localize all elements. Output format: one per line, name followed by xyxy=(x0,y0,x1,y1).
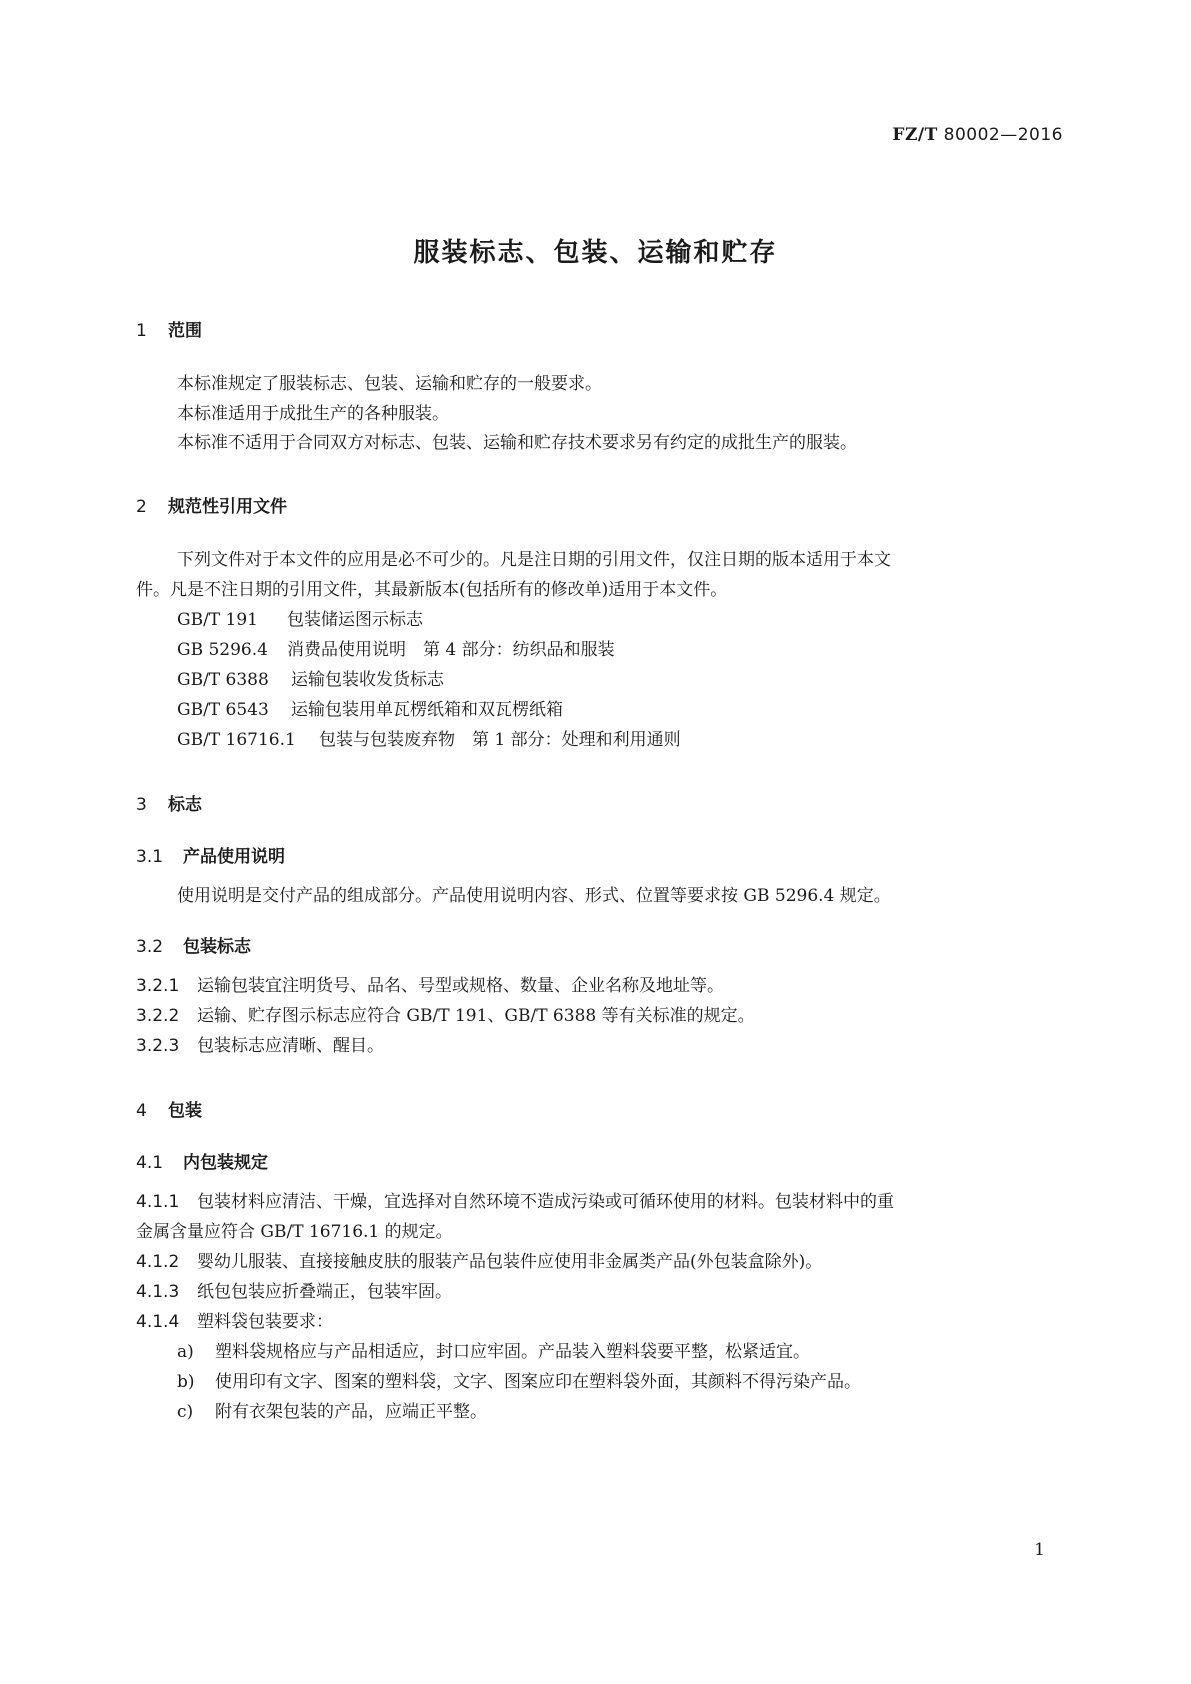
list-marker: b) xyxy=(177,1372,195,1392)
list-item xyxy=(177,1366,861,1398)
reference-title: 包装储运图示标志 xyxy=(287,610,423,630)
clause-text: 婴幼儿服装、直接接触皮肤的服装产品包装件应使用非金属类产品(外包装盒除外)。 xyxy=(197,1252,823,1272)
clause-text: 包装标志应清晰、醒目。 xyxy=(197,1036,384,1056)
list-marker: a) xyxy=(177,1342,194,1362)
clause-item xyxy=(136,1276,452,1308)
clause-item xyxy=(136,1306,333,1338)
section-number: 1 xyxy=(136,321,147,341)
section-title: 规范性引用文件 xyxy=(168,497,287,517)
section-title: 内包装规定 xyxy=(183,1153,268,1173)
section-title: 产品使用说明 xyxy=(183,847,285,867)
page-number: 1 xyxy=(1034,1540,1045,1560)
clause-number: 4.1.2 xyxy=(136,1252,180,1272)
clause-number: 4.1.3 xyxy=(136,1282,180,1302)
reference-title: 包装与包装废弃物 第 1 部分：处理和利用通则 xyxy=(319,730,681,750)
list-marker: c) xyxy=(177,1402,194,1422)
reference-item xyxy=(177,724,681,756)
section-title: 标志 xyxy=(168,795,202,815)
scope-paragraph-2: 本标准适用于成批生产的各种服装。 xyxy=(177,404,449,424)
section-heading-marking xyxy=(136,790,202,815)
reference-code: GB 5296.4 xyxy=(177,640,268,660)
subsection-heading-inner-packaging xyxy=(136,1148,268,1173)
section-number: 2 xyxy=(136,497,147,517)
reference-item xyxy=(177,634,615,666)
section-number: 3 xyxy=(136,795,147,815)
clause-number: 3.2.1 xyxy=(136,976,180,996)
clause-item xyxy=(136,1186,894,1218)
reference-code: GB/T 6388 xyxy=(177,670,269,690)
standard-number: 80002—2016 xyxy=(943,125,1063,145)
reference-item xyxy=(177,694,563,726)
section-title: 包装标志 xyxy=(183,937,251,957)
reference-title: 运输包装用单瓦楞纸箱和双瓦楞纸箱 xyxy=(291,700,563,720)
clause-item xyxy=(136,1000,755,1032)
clause-item xyxy=(136,1246,822,1278)
section-number: 4.1 xyxy=(136,1153,164,1173)
scope-paragraph-3: 本标准不适用于合同双方对标志、包装、运输和贮存技术要求另有约定的成批生产的服装。 xyxy=(177,433,857,453)
clause-number: 4.1.4 xyxy=(136,1312,180,1332)
standard-code xyxy=(892,125,1063,145)
clause-item xyxy=(136,970,724,1002)
section-number: 3.2 xyxy=(136,937,164,957)
subsection-heading-instructions xyxy=(136,842,285,867)
reference-code: GB/T 16716.1 xyxy=(177,730,296,750)
reference-code: GB/T 6543 xyxy=(177,700,269,720)
clause-text: 包装材料应清洁、干燥，宜选择对自然环境不造成污染或可循环使用的材料。包装材料中的重 xyxy=(197,1192,894,1212)
section-number: 3.1 xyxy=(136,847,164,867)
reference-title: 运输包装收发货标志 xyxy=(291,670,444,690)
clause-text: 塑料袋包装要求： xyxy=(197,1312,333,1332)
normative-intro-line-2: 件。凡是不注日期的引用文件，其最新版本(包括所有的修改单)适用于本文件。 xyxy=(136,580,728,600)
reference-item xyxy=(177,664,444,696)
clause-number: 3.2.3 xyxy=(136,1036,180,1056)
section-number: 4 xyxy=(136,1101,147,1121)
reference-title: 消费品使用说明 第 4 部分：纺织品和服装 xyxy=(287,640,615,660)
instructions-paragraph: 使用说明是交付产品的组成部分。产品使用说明内容、形式、位置等要求按 GB 5296.4 规定。 xyxy=(177,886,891,906)
subsection-heading-package-marking xyxy=(136,932,251,957)
section-heading-packaging xyxy=(136,1096,202,1121)
list-item xyxy=(177,1336,810,1368)
clause-item xyxy=(136,1030,384,1062)
list-text: 塑料袋规格应与产品相适应，封口应牢固。产品装入塑料袋要平整，松紧适宜。 xyxy=(215,1342,810,1362)
clause-text-continuation: 金属含量应符合 GB/T 16716.1 的规定。 xyxy=(136,1222,453,1242)
clause-number: 4.1.1 xyxy=(136,1192,180,1212)
normative-intro-line-1: 下列文件对于本文件的应用是必不可少的。凡是注日期的引用文件，仅注日期的版本适用于本文 xyxy=(177,550,891,570)
clause-number: 3.2.2 xyxy=(136,1006,180,1026)
list-text: 使用印有文字、图案的塑料袋，文字、图案应印在塑料袋外面，其颜料不得污染产品。 xyxy=(215,1372,861,1392)
clause-text: 运输包装宜注明货号、品名、号型或规格、数量、企业名称及地址等。 xyxy=(197,976,724,996)
section-title: 范围 xyxy=(168,321,202,341)
scope-paragraph-1: 本标准规定了服装标志、包装、运输和贮存的一般要求。 xyxy=(177,374,602,394)
clause-text: 纸包包装应折叠端正，包装牢固。 xyxy=(197,1282,452,1302)
list-text: 附有衣架包装的产品，应端正平整。 xyxy=(215,1402,487,1422)
clause-text: 运输、贮存图示标志应符合 GB/T 191、GB/T 6388 等有关标准的规定。 xyxy=(197,1006,755,1026)
reference-code: GB/T 191 xyxy=(177,610,258,630)
section-heading-scope xyxy=(136,316,202,341)
section-heading-normative-references xyxy=(136,492,287,517)
document-title: 服装标志、包装、运输和贮存 xyxy=(413,238,778,268)
standard-prefix: FZ/T xyxy=(892,125,938,145)
section-title: 包装 xyxy=(168,1101,202,1121)
list-item xyxy=(177,1396,487,1428)
reference-item xyxy=(177,604,423,636)
